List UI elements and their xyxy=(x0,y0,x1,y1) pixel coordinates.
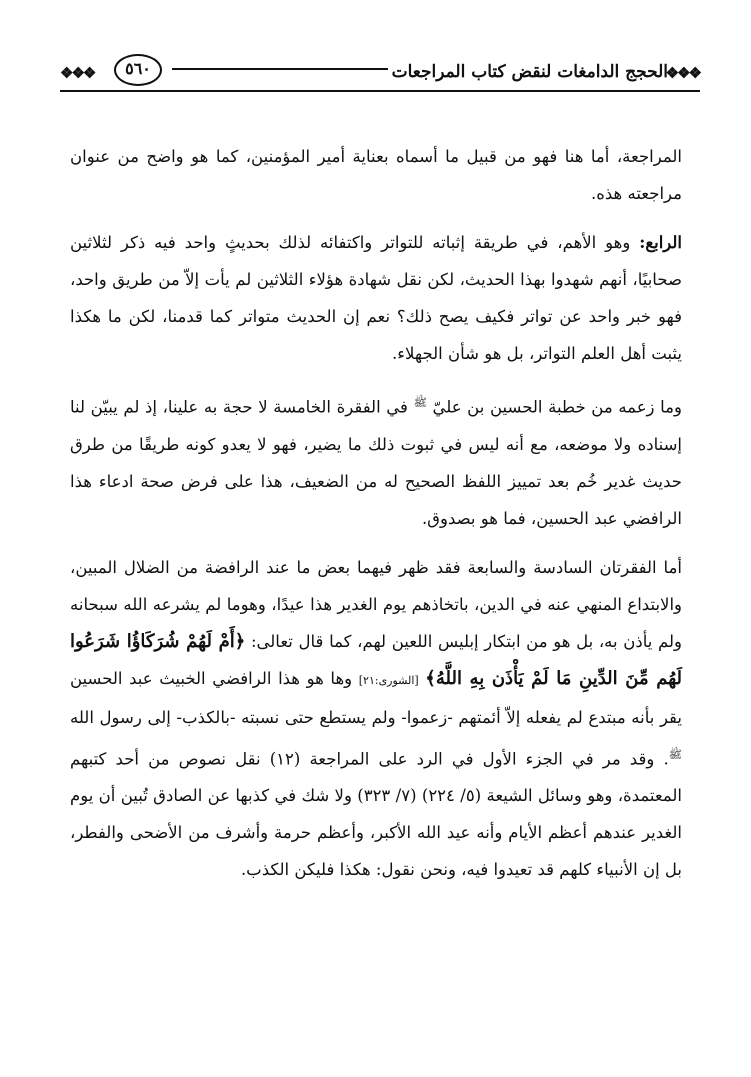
header-ornament-left: ❖❖❖ xyxy=(60,64,95,82)
quran-verse: ﴿أَمْ لَهُمْ شُرَكَاؤُا شَرَعُوا لَهُم مِّنَ الدِّينِ مَا لَمْ يَأْذَن بِهِ اللَّهُ﴾ xyxy=(70,630,682,689)
paragraph-4-text-c: . وقد مر في الجزء الأول في الرد على المراجعة (١٢) نقل نصوص من أحد كتبهم المعتمدة، وهو وسائل الشيعة (٥/ ٢٢٤) (٧/ ٣٢٣) ولا شك في كذبها عن الصادق تُبين أن يوم الغدير عندهم أعظم الأيام وأنه عيد الله الأكبر، وأعظم حرمة وأشرف من الأضحى والفطر، بل إن الأنبياء كلهم قد تعيدوا فيه، ونحن نقول: هكذا فليكن الكذب. xyxy=(70,749,682,879)
paragraph-3-text-a: وما زعمه من خطبة الحسين بن عليّ xyxy=(426,397,682,417)
paragraph-4 xyxy=(70,549,682,889)
page-header xyxy=(60,50,700,102)
header-flourish-line xyxy=(172,68,388,70)
paragraph-1 xyxy=(70,138,682,212)
paragraph-4-text-b: وها هو هذا الرافضي الخبيث عبد الحسين يقر بأنه مبتدع لم يفعله إلاّ أئمتهم -زعموا- ولم يستطع حتى نسبته -بالكذب- إلى رسول الله xyxy=(70,668,682,727)
page-number-emblem xyxy=(100,50,178,90)
paragraph-3 xyxy=(70,384,682,537)
page-body xyxy=(70,138,682,900)
paragraph-1-text: المراجعة، أما هنا فهو من قبيل ما أسماه بعناية أمير المؤمنين، كما هو واضح من عنوان مراجعته هذه. xyxy=(70,147,682,203)
page-number: ٥٦٠ xyxy=(125,59,151,78)
paragraph-2-text: وهو الأهم، في طريقة إثباته للتواتر واكتفائه لذلك بحديثٍ واحد فيه ذكر لثلاثين صحابيًا، أنهم شهدوا بهذا الحديث، لكن نقل شهادة هؤلاء الثلاثين لم يأت إلاّ من طريق واحد، فهو خبر واحد عن تواتر فكيف يصح ذلك؟ نعم إن الحديث متواتر كما قدمنا، لكن ما هكذا يثبت أهل العلم التواتر، بل هو شأن الجهلاء. xyxy=(70,233,682,363)
honorific-symbol: ﷺ xyxy=(668,747,682,761)
paragraph-3-text-b: في الفقرة الخامسة لا حجة به علينا، إذ لم يبيّن لنا إسناده ولا موضعه، مع أنه ليس في ثبوت ذلك ما يضير، فهو لا يعدو كونه طريقًا من طرق حديث غدير خُم بعد تمييز اللفظ الصحيح له من الضعيف، هذا على فرض صحة ادعاء هذا الرافضي عبد الحسين، فما هو بصدوق. xyxy=(70,397,682,528)
running-title: الحجج الدامغات لنقض كتاب المراجعات xyxy=(391,62,668,82)
paragraph-2-lead: الرابع: xyxy=(639,233,682,252)
paragraph-2 xyxy=(70,224,682,372)
header-rule xyxy=(60,90,700,92)
verse-citation: [الشورى:٢١] xyxy=(358,673,419,687)
paragraph-4-text-a: أما الفقرتان السادسة والسابعة فقد ظهر فيهما بعض ما عند الرافضة من الضلال المبين، والابتداع المنهي عنه في الدين، باتخاذهم يوم الغدير هذا عيدًا، وهوما لم يشرعه الله سبحانه ولم يأذن به، بل هو من ابتكار إبليس اللعين لهم، كما قال تعالى: xyxy=(70,557,682,651)
honorific-symbol: ﷺ xyxy=(413,396,427,409)
header-ornament-right: ❖❖❖ xyxy=(665,64,700,82)
